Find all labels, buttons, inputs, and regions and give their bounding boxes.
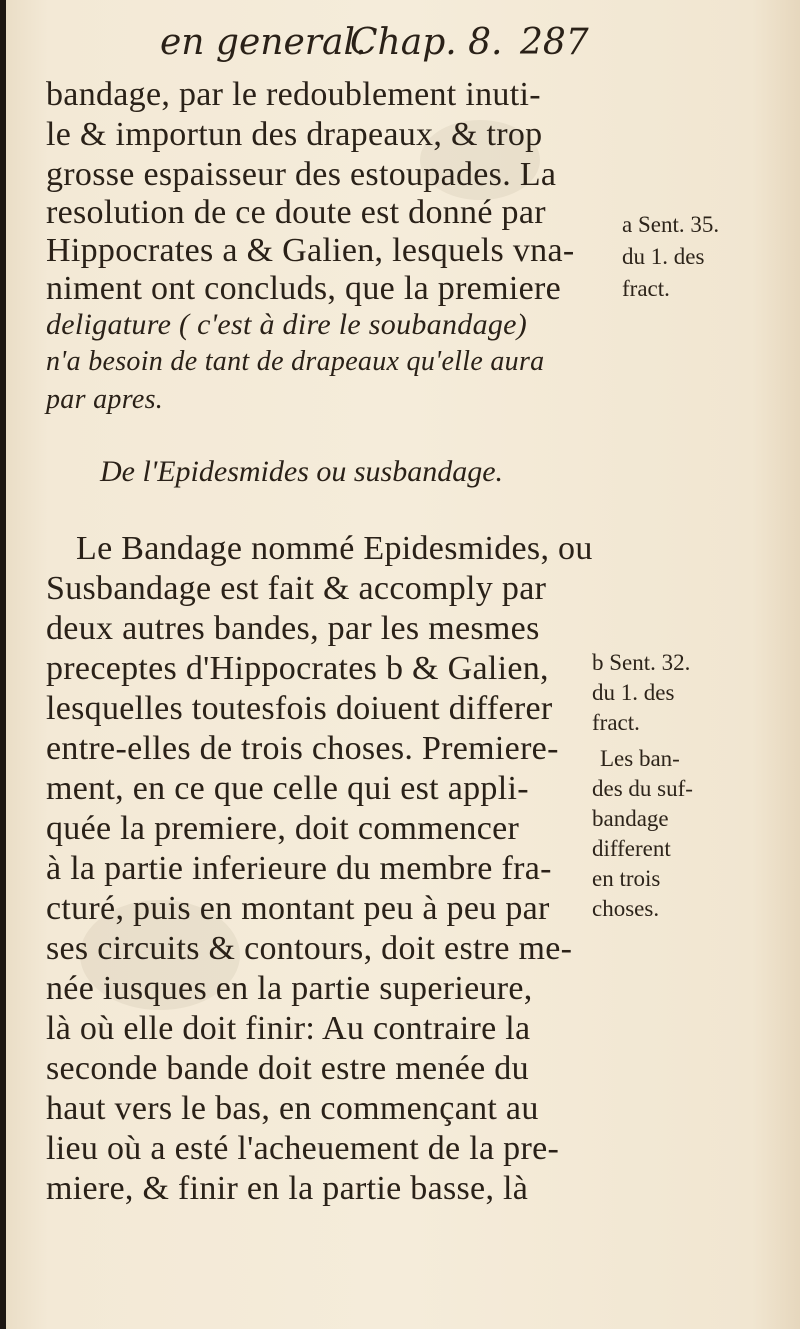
text-line: Hippocrates a & Galien, lesquels vna- bbox=[46, 232, 575, 269]
margin-note-line: des du suf- bbox=[592, 776, 693, 801]
header-chapter: Chap. 8. bbox=[350, 22, 503, 63]
margin-note-line: fract. bbox=[592, 710, 640, 735]
header-title: en general. bbox=[160, 22, 367, 63]
text-line: n'a besoin de tant de drapeaux qu'elle aura bbox=[46, 346, 545, 377]
text-line: le & importun des drapeaux, & trop bbox=[46, 116, 543, 153]
margin-note-line: fract. bbox=[622, 276, 670, 301]
text-line: resolution de ce doute est donné par bbox=[46, 194, 546, 231]
text-line: quée la premiere, doit commencer bbox=[46, 810, 520, 847]
text-line: à la partie inferieure du membre fra- bbox=[46, 850, 552, 887]
margin-note-line: en trois bbox=[592, 866, 661, 891]
page-number: 287 bbox=[520, 22, 589, 63]
text-line: deux autres bandes, par les mesmes bbox=[46, 610, 540, 647]
running-header bbox=[160, 22, 600, 78]
margin-note-line: bandage bbox=[592, 806, 669, 831]
text-line: miere, & finir en la partie basse, là bbox=[46, 1170, 529, 1207]
text-line: preceptes d'Hippocrates b & Galien, bbox=[46, 650, 549, 687]
text-line: née iusques en la partie superieure, bbox=[46, 970, 533, 1007]
text-line: entre-elles de trois choses. Premiere- bbox=[46, 730, 559, 767]
margin-note-line: du 1. des bbox=[622, 244, 705, 269]
margin-note-line: Les ban- bbox=[600, 746, 680, 771]
text-line: là où elle doit finir: Au contraire la bbox=[46, 1010, 531, 1047]
text-line: haut vers le bas, en commençant au bbox=[46, 1090, 539, 1127]
text-line: bandage, par le redoublement inuti- bbox=[46, 76, 541, 113]
text-line: par apres. bbox=[46, 384, 164, 415]
text-line: ment, en ce que celle qui est appli- bbox=[46, 770, 529, 807]
page-binding-edge bbox=[0, 0, 6, 1329]
margin-note-line: b Sent. 32. bbox=[592, 650, 691, 675]
text-line: cturé, puis en montant peu à peu par bbox=[46, 890, 550, 927]
text-line: seconde bande doit estre menée du bbox=[46, 1050, 529, 1087]
margin-note-line: a Sent. 35. bbox=[622, 212, 720, 237]
section-heading: De l'Epidesmides ou susbandage. bbox=[100, 455, 504, 488]
margin-note-line: du 1. des bbox=[592, 680, 675, 705]
text-line: niment ont concluds, que la premiere bbox=[46, 270, 561, 307]
text-line: deligature ( c'est à dire le soubandage) bbox=[46, 308, 528, 341]
text-line: lesquelles toutesfois doiuent differer bbox=[46, 690, 553, 727]
margin-note-line: choses. bbox=[592, 896, 660, 921]
text-line: Susbandage est fait & accomply par bbox=[46, 570, 547, 607]
margin-note-line: different bbox=[592, 836, 671, 861]
text-line: ses circuits & contours, doit estre me- bbox=[46, 930, 573, 967]
text-line: grosse espaisseur des estoupades. La bbox=[46, 156, 557, 193]
text-line: lieu où a esté l'acheuement de la pre- bbox=[46, 1130, 560, 1167]
text-line: Le Bandage nommé Epidesmides, ou bbox=[76, 530, 593, 567]
